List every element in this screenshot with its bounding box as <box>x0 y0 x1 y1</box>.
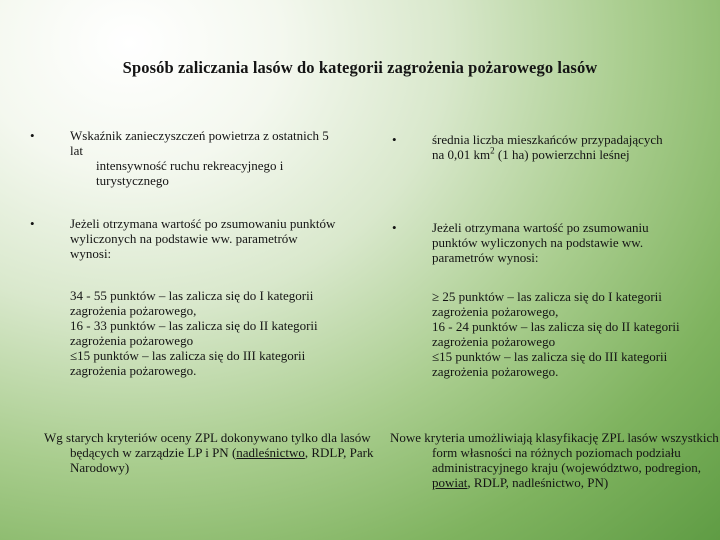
left-categories <box>70 288 345 378</box>
left-item-2: Jeżeli otrzymana wartość po zsumowaniu punktów wyliczonych na podstawie ww. parametrów wynosi: <box>70 216 336 261</box>
pollution-indicator-text: Wskaźnik zanieczyszczeń powietrza z ostatnich 5 lat <box>70 128 329 158</box>
bullet-right-1: • <box>392 132 397 147</box>
old-criteria-note: Wg starych kryteriów oceny ZPL dokonywano tylko dla lasów będących w zarządzie LP i PN (nadleśnictwo, RDLP, Park Narodowy) <box>44 430 374 475</box>
bullet-right-2: • <box>392 220 397 235</box>
right-category-2: 16 - 24 punktów – las zalicza się do II kategorii zagrożenia pożarowego <box>432 319 680 349</box>
left-category-3: ≤15 punktów – las zalicza się do III kategorii zagrożenia pożarowego. <box>70 348 306 378</box>
new-criteria-note: Nowe kryteria umożliwiają klasyfikację ZPL lasów wszystkich form własności na różnych poziomach podziału administracyjnego kraju (województwo, podregion, powiat, RDLP, nadleśnictwo, PN) <box>390 430 719 490</box>
nadlesnictwo-link: nadleśnictwo <box>236 445 305 460</box>
recreation-traffic-text: intensywność ruchu rekreacyjnego i turystycznego <box>96 158 284 188</box>
bullet-left-1: • <box>30 128 35 143</box>
left-category-1: 34 - 55 punktów – las zalicza się do I kategorii zagrożenia pożarowego, <box>70 288 314 318</box>
right-item-1: średnia liczba mieszkańców przypadających na 0,01 $km^2$ (1 ha) powierzchni leśnej <box>432 132 663 162</box>
slide-title: Sposób zaliczania lasów do kategorii zagrożenia pożarowego lasów <box>122 58 598 77</box>
left-category-2: 16 - 33 punktów – las zalicza się do II kategorii zagrożenia pożarowego <box>70 318 318 348</box>
right-item-2: Jeżeli otrzymana wartość po zsumowaniu punktów wyliczonych na podstawie ww. parametrów wynosi: <box>432 220 649 265</box>
left-item-1 <box>70 128 340 188</box>
right-categories <box>432 289 687 379</box>
powiat-link: powiat <box>432 475 468 490</box>
bullet-left-2: • <box>30 216 35 231</box>
right-category-1: ≥ 25 punktów – las zalicza się do I kategorii zagrożenia pożarowego, <box>432 289 662 319</box>
right-category-3: ≤15 punktów – las zalicza się do III kategorii zagrożenia pożarowego. <box>432 349 668 379</box>
